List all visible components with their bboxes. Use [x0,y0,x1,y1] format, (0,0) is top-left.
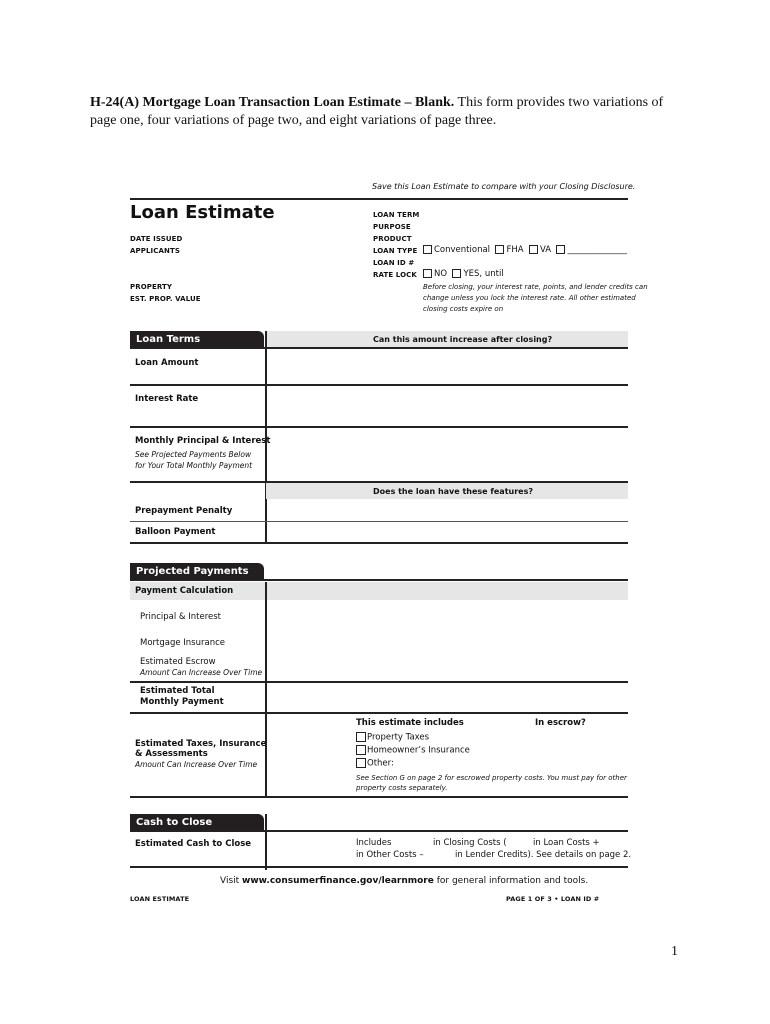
estimated-total-label-2: Monthly Payment [140,697,224,707]
applicants-label: APPLICANTS [130,247,180,255]
rate-lock-note-3: closing costs expire on [423,305,504,313]
cash-includes: Includes [356,838,392,848]
loan-amount-label: Loan Amount [135,358,199,368]
rate-lock-label: RATE LOCK [373,271,417,279]
property-taxes-option [356,732,429,743]
rate-lock-yes-checkbox[interactable] [452,269,461,278]
other-label: Other: [367,758,394,769]
other-loan-type-checkbox[interactable] [556,245,565,254]
loan-term-label: LOAN TERM [373,211,420,219]
monthly-pi-note-1: See Projected Payments Below [135,450,252,459]
cash-in-lender-credits: in Lender Credits). See details on page 2. [455,850,632,860]
footer-loan-estimate: LOAN ESTIMATE [130,895,190,903]
estimate-includes-header: This estimate includes [356,718,464,728]
see-section-g-note-2: property costs separately. [356,784,448,792]
taxes-insurance-note: Amount Can Increase Over Time [135,760,258,769]
taxes-insurance-label-1: Estimated Taxes, Insurance [135,739,267,749]
form-title: Loan Estimate [130,202,275,223]
visit-suffix: for general information and tools. [433,876,589,886]
fha-label: FHA [506,245,524,255]
payment-calculation-label: Payment Calculation [135,586,234,596]
in-escrow-header: In escrow? [535,718,586,728]
cash-in-closing-costs: in Closing Costs ( [433,838,507,848]
balloon-payment-label: Balloon Payment [135,527,216,537]
other-loan-type-blank: ______________ [567,245,627,255]
rate-lock-note-2: change unless you lock the interest rate. All other estimated [423,294,636,302]
homeowners-insurance-checkbox[interactable] [356,745,366,755]
prepayment-penalty-label: Prepayment Penalty [135,506,233,516]
est-prop-value-label: EST. PROP. VALUE [130,295,201,303]
monthly-pi-label: Monthly Principal & Interest [135,436,271,446]
page-number: 1 [671,944,678,959]
intro-paragraph [90,94,690,130]
loan-estimate-form [130,180,648,910]
increase-after-closing-question: Can this amount increase after closing? [373,335,553,344]
escrow-note: Amount Can Increase Over Time [140,668,263,677]
rate-lock-options [423,269,504,279]
mortgage-insurance-label: Mortgage Insurance [140,638,225,648]
conventional-checkbox[interactable] [423,245,432,254]
monthly-pi-note-2: for Your Total Monthly Payment [135,461,253,470]
loan-id-label: LOAN ID # [373,259,415,267]
rate-lock-note-1: Before closing, your interest rate, points, and lender credits can [423,283,648,291]
footer-page-info: PAGE 1 OF 3 • LOAN ID # [506,895,600,903]
see-section-g-note-1: See Section G on page 2 for escrowed property costs. You must pay for other [356,774,627,782]
loan-type-options [423,245,627,255]
purpose-label: PURPOSE [373,223,411,231]
property-taxes-checkbox[interactable] [356,732,366,742]
rate-lock-yes-label: YES, until [463,269,504,279]
date-issued-label: DATE ISSUED [130,235,183,243]
other-option [356,758,394,769]
product-label: PRODUCT [373,235,412,243]
projected-payments-tab: Projected Payments [130,563,264,580]
loan-type-label: LOAN TYPE [373,247,418,255]
fha-checkbox[interactable] [495,245,504,254]
learnmore-link[interactable]: www.consumerfinance.gov/learnmore [242,876,434,886]
cash-to-close-tab: Cash to Close [130,814,264,831]
save-note: Save this Loan Estimate to compare with your Closing Disclosure. [372,182,636,191]
property-label: PROPERTY [130,283,173,291]
homeowners-insurance-label: Homeowner’s Insurance [367,745,470,756]
va-label: VA [539,245,552,255]
cash-in-loan-costs: in Loan Costs + [533,838,600,848]
homeowners-insurance-option [356,745,470,756]
va-checkbox[interactable] [529,245,538,254]
other-checkbox[interactable] [356,758,366,768]
taxes-insurance-label-2: & Assessments [135,749,208,759]
property-taxes-label: Property Taxes [367,732,430,743]
loan-terms-tab: Loan Terms [130,331,264,348]
visit-line [220,876,588,886]
visit-prefix: Visit [220,876,243,886]
rate-lock-no-label: NO [434,269,448,279]
intro-title: H-24(A) Mortgage Loan Transaction Loan Estimate – Blank. [90,95,455,110]
principal-interest-label: Principal & Interest [140,612,222,622]
estimated-escrow-label: Estimated Escrow [140,657,216,667]
conventional-label: Conventional [434,245,491,255]
estimated-total-label-1: Estimated Total [140,686,215,696]
features-question: Does the loan have these features? [373,487,533,496]
intro-text: This form provides two variations of page one, four variations of page two, and eight variations of page three. [90,95,664,128]
rate-lock-no-checkbox[interactable] [423,269,432,278]
interest-rate-label: Interest Rate [135,394,199,404]
estimated-cash-to-close-label: Estimated Cash to Close [135,839,252,849]
cash-in-other-costs: in Other Costs – [356,850,424,860]
